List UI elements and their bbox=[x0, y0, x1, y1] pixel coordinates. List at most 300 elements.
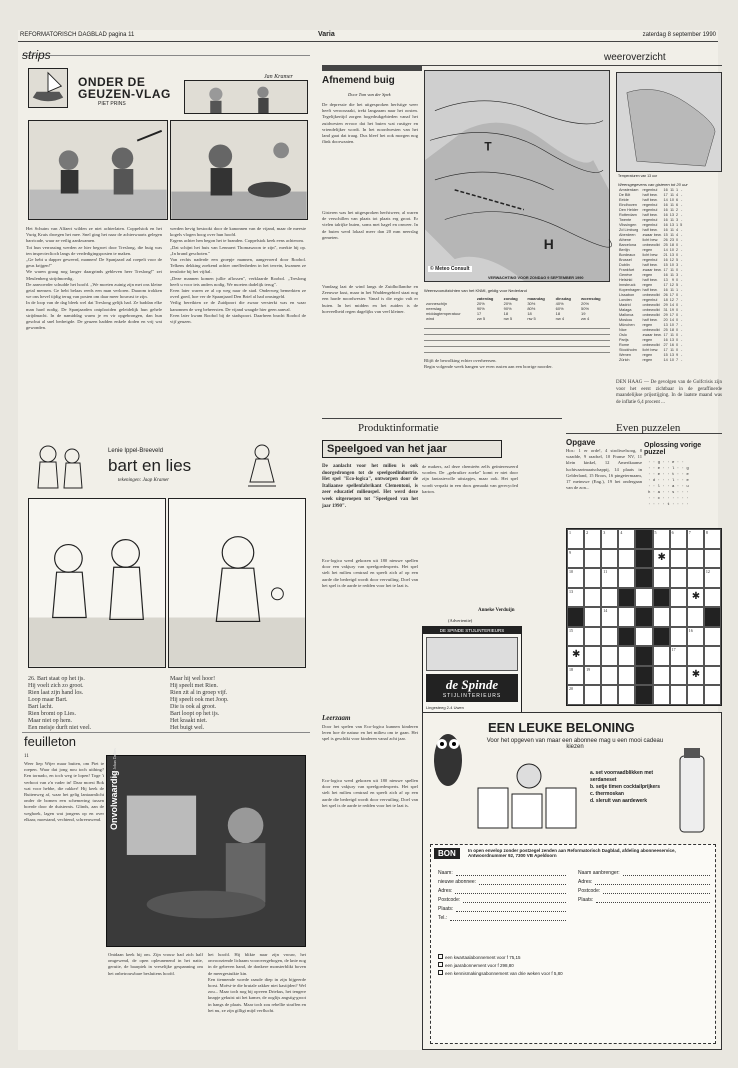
station-cell: 2 bbox=[676, 208, 679, 212]
station-cell: - bbox=[681, 298, 683, 302]
crossword-cell[interactable] bbox=[618, 529, 635, 549]
station-cell: 19 bbox=[669, 308, 675, 312]
crossword-cell[interactable] bbox=[670, 646, 687, 666]
weer-body3: Vandaag laat de wind langs de Zuidhollandse en Zeeuwse kust, maar in het Waddengebied staat nog een harde noordwester. Vanaf is die regio valt er buien. In het midden en het zuiden is de hoeveelheid regen dagelijks van veel kleiner. bbox=[322, 284, 420, 314]
station-cell: half bew. bbox=[642, 278, 658, 282]
station-cell: 25 bbox=[663, 243, 668, 247]
feuilleton-author: door Johan Dalbes bbox=[112, 748, 117, 778]
crossword-cell[interactable] bbox=[670, 529, 687, 549]
crossword-cell[interactable] bbox=[635, 529, 652, 549]
opgave-heading: Opgave bbox=[566, 438, 596, 447]
station-cell: 4 bbox=[676, 193, 679, 197]
name-field[interactable] bbox=[456, 870, 566, 876]
choice-checkbox[interactable] bbox=[438, 962, 443, 967]
station-cell: - bbox=[681, 213, 683, 217]
station-cell: 7 bbox=[676, 358, 679, 362]
weer-body: De depressie die het uitgesproken herfstige weer heeft veroorzaakt, trekt langzaam naar het oosten. Tegelijkertijd zorgen hogedrukgebieden vanaf het zuidwesten ervoor dat het buien wat rustiger en vriendelijker wordt. In het noordwesten van het land gaat dat traag. Dus bleef het ook morgen nog flink doorwaaien. bbox=[322, 102, 420, 145]
station-cell: 16 bbox=[669, 343, 675, 347]
crossword-cell[interactable] bbox=[567, 529, 584, 549]
station-cell: 17 bbox=[669, 293, 675, 297]
station-cell: 13 bbox=[669, 253, 675, 257]
crossword-cell[interactable] bbox=[687, 627, 704, 647]
station-cell: half bew. bbox=[642, 288, 658, 292]
cell: zw 4 bbox=[581, 316, 590, 321]
crossword-cell[interactable] bbox=[635, 568, 652, 588]
station-cell: Mallorca bbox=[619, 313, 634, 317]
field-label: nieuwe abonnee: bbox=[438, 879, 477, 885]
crossword-cell[interactable] bbox=[653, 666, 670, 686]
station-cell: 0 bbox=[676, 303, 679, 307]
crossword-cell[interactable]: ✱ bbox=[653, 549, 670, 569]
crossword-cell[interactable] bbox=[567, 666, 584, 686]
bartlies-credit2: tekeningen: Jaap Kramer bbox=[118, 478, 170, 483]
crossword-cell[interactable] bbox=[670, 627, 687, 647]
cannon-drawing bbox=[171, 121, 307, 219]
station-cell: 0 bbox=[676, 328, 679, 332]
crossword-cell[interactable] bbox=[670, 588, 687, 608]
station-cell: 1 bbox=[676, 188, 679, 192]
crossword-cell[interactable] bbox=[601, 627, 618, 647]
cell: nw 4 bbox=[555, 316, 565, 321]
station-cell: regenbui bbox=[642, 298, 658, 302]
crossword-cell[interactable] bbox=[635, 685, 652, 705]
crossword-cell[interactable] bbox=[670, 607, 687, 627]
crossword-cell[interactable] bbox=[618, 685, 635, 705]
owl-mascot-icon bbox=[430, 720, 466, 790]
station-cell: - bbox=[681, 283, 683, 287]
station-cell: 25 bbox=[663, 328, 668, 332]
station-cell: 14 bbox=[663, 358, 668, 362]
cell: 18 bbox=[555, 311, 561, 316]
crossword-cell[interactable] bbox=[601, 607, 618, 627]
crossword-cell[interactable] bbox=[618, 607, 635, 627]
crossword-cell[interactable] bbox=[704, 549, 721, 569]
header-section: Varia bbox=[318, 31, 335, 38]
svg-text:T: T bbox=[484, 139, 492, 154]
strip-title: ONDER DE GEUZEN-VLAG bbox=[78, 75, 171, 101]
gift-option-b: b. setje timen cocktailprijkers bbox=[590, 784, 661, 790]
cell: 20% bbox=[581, 301, 590, 306]
map-copyright: © Meteo Consult bbox=[430, 266, 470, 272]
crossword-cell[interactable] bbox=[635, 666, 652, 686]
station-cell: 10 bbox=[669, 248, 675, 252]
station-cell: 18 bbox=[669, 328, 675, 332]
grid-number: 14 bbox=[603, 608, 608, 614]
stations-title: Weersgegevens van gisteren tot 20 uur bbox=[618, 182, 688, 187]
station-cell: 31 bbox=[663, 308, 668, 312]
rhyme-left: 26. Bart staat op het ijs. Hij voelt zich zo groot. Rien laat zijn hand los. Loop maar Bart. Bart lacht. Rien bromt op Lies. Maar niet op hem. Een meisje durft niet veel. bbox=[28, 676, 92, 731]
cell: 20% bbox=[503, 301, 512, 306]
station-cell: - bbox=[681, 273, 683, 277]
row-label: middagtemperatuur bbox=[426, 311, 461, 316]
crossword-cell[interactable] bbox=[687, 568, 704, 588]
page-header bbox=[18, 30, 718, 42]
referrer-form bbox=[578, 870, 710, 906]
station-cell: 11 bbox=[670, 218, 675, 222]
gift-items-image bbox=[474, 758, 584, 838]
knmi-forecast-table bbox=[424, 296, 610, 321]
station-cell: regenbui bbox=[642, 203, 658, 207]
crossword-cell[interactable] bbox=[618, 549, 635, 569]
leerzaam-heading: Leerzaam bbox=[322, 714, 351, 722]
crossword-cell[interactable] bbox=[601, 646, 618, 666]
day-0: zaterdag bbox=[476, 296, 494, 301]
crossword-cell[interactable] bbox=[567, 588, 584, 608]
den-haag-news: DEN HAAG — De gevolgen van de Golfcrisis zijn voor het eerst zichtbaar in de geraffinerde maandelijkse prijsstijging. In de laatste maand was de inflatie 6,4 procent ... bbox=[616, 380, 724, 405]
grid-number: 15 bbox=[569, 627, 573, 633]
station-cell: regen bbox=[642, 353, 653, 357]
ad-name: de Spinde bbox=[445, 677, 499, 692]
field-label: Naam aanbrenger: bbox=[578, 870, 620, 876]
station-cell: 14 bbox=[663, 198, 668, 202]
solution-title: Oplossing vorige puzzel bbox=[644, 442, 702, 456]
choice-checkbox[interactable] bbox=[438, 954, 443, 959]
crossword-cell[interactable] bbox=[704, 666, 721, 686]
station-cell: 0 bbox=[676, 318, 679, 322]
feuilleton-vertical-title: Onvolwaardig bbox=[109, 770, 119, 830]
crossword-cell[interactable] bbox=[635, 607, 652, 627]
weer-byline: Door Tom van der Spek bbox=[348, 92, 391, 97]
subscription-choices bbox=[438, 954, 568, 978]
crossword-cell[interactable] bbox=[567, 607, 584, 627]
crossword-cell[interactable] bbox=[653, 627, 670, 647]
crossword-cell[interactable] bbox=[704, 588, 721, 608]
cell: 50% bbox=[581, 306, 590, 311]
strip-panel-4 bbox=[170, 120, 308, 220]
cell: zw 5 bbox=[476, 316, 486, 321]
station-cell: Wenen bbox=[619, 353, 631, 357]
station-cell: 3 bbox=[676, 218, 679, 222]
crossword-cell[interactable] bbox=[653, 607, 670, 627]
cell: nw 5 bbox=[527, 316, 536, 321]
crossword-cell[interactable] bbox=[635, 627, 652, 647]
station-cell: Eindhoven bbox=[619, 203, 637, 207]
row-label: neerslag bbox=[426, 306, 442, 311]
station-cell: 7 bbox=[676, 323, 679, 327]
station-cell: - bbox=[681, 338, 683, 342]
crossword-cell[interactable] bbox=[687, 607, 704, 627]
postcode-field[interactable] bbox=[463, 897, 566, 903]
crossword-cell[interactable] bbox=[687, 549, 704, 569]
beloning-title: EEN LEUKE BELONING bbox=[488, 720, 635, 735]
grid-number: 19 bbox=[586, 666, 591, 672]
crossword-cell[interactable]: ✱ bbox=[687, 666, 704, 686]
crossword-cell[interactable] bbox=[618, 588, 635, 608]
station-cell: 21 bbox=[663, 253, 668, 257]
station-cell: - bbox=[681, 288, 683, 292]
feuilleton-rule bbox=[22, 732, 310, 733]
produkt-signature: Anneke Verduijn bbox=[478, 608, 515, 613]
station-cell: 0 bbox=[676, 338, 679, 342]
station-cell: zwaar bew. bbox=[642, 268, 662, 272]
crossword-cell[interactable] bbox=[584, 627, 601, 647]
puzzel-title: Even puzzelen bbox=[616, 422, 681, 434]
crossword-cell[interactable] bbox=[687, 685, 704, 705]
station-cell: 29 bbox=[663, 303, 668, 307]
station-cell: licht bew. bbox=[642, 348, 659, 352]
station-cell: Kopenhagen bbox=[619, 288, 641, 292]
cell: 18 bbox=[503, 311, 509, 316]
crossword-cell[interactable] bbox=[635, 646, 652, 666]
station-cell: regenbui bbox=[642, 188, 658, 192]
grid-number: 1 bbox=[569, 530, 571, 535]
referrer-postcode-field[interactable] bbox=[603, 888, 710, 894]
station-cell: - bbox=[681, 248, 683, 252]
station-cell: 26 bbox=[663, 238, 668, 242]
station-cell: 11 bbox=[670, 233, 675, 237]
grid-number: 11 bbox=[603, 569, 608, 575]
station-cell: 15 bbox=[663, 353, 668, 357]
choice-checkbox[interactable] bbox=[438, 970, 443, 975]
station-cell: - bbox=[681, 323, 683, 327]
station-cell: München bbox=[619, 323, 635, 327]
strip-artist: PIET PRINS bbox=[98, 101, 126, 107]
station-cell: 18 bbox=[663, 298, 668, 302]
crossword-cell[interactable] bbox=[584, 646, 601, 666]
station-cell: 13 bbox=[669, 353, 675, 357]
crossword-cell[interactable] bbox=[653, 529, 670, 549]
crossword-cell[interactable]: ✱ bbox=[567, 646, 584, 666]
station-cell: 13 bbox=[663, 278, 668, 282]
field-label: Plaats: bbox=[578, 897, 594, 903]
cell: nw 5 bbox=[503, 316, 513, 321]
crossword-grid[interactable] bbox=[566, 528, 722, 706]
grid-number: 4 bbox=[620, 530, 623, 535]
station-cell: 14 bbox=[663, 248, 668, 252]
station-cell: 12 bbox=[669, 283, 675, 287]
produkt-body: Eco-logica werd gekozen uit 180 nieuwe spellen door een vakjury van speelgoedexperts. Het spel stelt het milieu centraal en speelt zich af op een aarde die bedreigd wordt door vervuiling. Doel van het spel is de aarde te redden voor het te laat is. bbox=[322, 558, 420, 588]
bartlies-panel-1 bbox=[28, 498, 166, 668]
station-cell: 0 bbox=[676, 278, 679, 282]
station-cell: Eelde bbox=[619, 198, 629, 202]
crossword-cell[interactable] bbox=[670, 666, 687, 686]
crossword-cell[interactable] bbox=[584, 685, 601, 705]
weather-map bbox=[424, 70, 610, 282]
field-label: Adres: bbox=[578, 879, 593, 885]
station-cell: 4 bbox=[676, 233, 679, 237]
crossword-cell[interactable] bbox=[704, 646, 721, 666]
crossword-cell[interactable] bbox=[704, 607, 721, 627]
crossword-cell[interactable]: ✱ bbox=[687, 588, 704, 608]
grid-number: 18 bbox=[569, 666, 573, 672]
station-cell: - bbox=[681, 218, 683, 222]
address-field[interactable] bbox=[455, 888, 566, 894]
crossword-cell[interactable] bbox=[584, 549, 601, 569]
weer-headline: Afnemend buig bbox=[322, 75, 395, 86]
station-cell: onbewolkt bbox=[642, 243, 660, 247]
station-cell: - bbox=[681, 233, 683, 237]
crossword-cell[interactable] bbox=[601, 666, 618, 686]
station-cell: half bew. bbox=[642, 318, 658, 322]
crossword-cell[interactable] bbox=[670, 568, 687, 588]
referrer-name-field[interactable] bbox=[623, 870, 710, 876]
crossword-cell[interactable] bbox=[653, 588, 670, 608]
crossword-cell[interactable] bbox=[670, 685, 687, 705]
choice-jaar: een jaarabonnement voor f 298,80 bbox=[445, 963, 514, 968]
crossword-cell[interactable] bbox=[584, 568, 601, 588]
feuilleton-label: feuilleton bbox=[24, 734, 77, 749]
new-subscriber-field[interactable] bbox=[479, 879, 566, 885]
station-cell: 0 bbox=[676, 313, 679, 317]
station-cell: Malaga bbox=[619, 308, 632, 312]
crossword-cell[interactable] bbox=[584, 666, 601, 686]
crossword-cell[interactable] bbox=[687, 646, 704, 666]
grid-number: 20 bbox=[569, 686, 573, 692]
crossword-cell[interactable] bbox=[601, 529, 618, 549]
station-cell: 0 bbox=[676, 308, 679, 312]
bartlies-skater-drawing bbox=[218, 442, 306, 492]
station-rows bbox=[618, 188, 683, 363]
station-cell: half bew. bbox=[642, 193, 658, 197]
station-cell: - bbox=[681, 293, 683, 297]
crossword-cell[interactable] bbox=[670, 549, 687, 569]
crossword-cell[interactable] bbox=[635, 549, 652, 569]
field-label: Naam: bbox=[438, 870, 453, 876]
rhyme-right: Maar hij wel hoor! Hij speelt met Rien. Rien zit al in groep vijf. Hij speelt ook met Joop. Die is ook al groot. Bart loopt op het ijs. Het kraakt niet. Het buigt wel. bbox=[170, 676, 229, 731]
crossword-cell[interactable] bbox=[567, 568, 584, 588]
crossword-cell[interactable] bbox=[584, 529, 601, 549]
weer-title: weeroverzicht bbox=[604, 52, 666, 63]
station-cell: Athene bbox=[619, 238, 632, 242]
station-cell: 26 bbox=[663, 293, 668, 297]
station-cell: Helsinki bbox=[619, 278, 633, 282]
station-cell: - bbox=[681, 348, 683, 352]
bon-instructions: In open envelop zonder postzegel zenden aan Reformatorisch Dagblad, afdeling abonneeservice, Antwoordnummer 92, 7300 VB Apeldoorn bbox=[468, 848, 676, 858]
crossword-cell[interactable] bbox=[704, 685, 721, 705]
station-cell: 0 bbox=[676, 343, 679, 347]
station-cell: 11 bbox=[670, 268, 675, 272]
station-cell: regenbui bbox=[642, 208, 658, 212]
station-cell: Zürich bbox=[619, 358, 630, 362]
station-cell: regen bbox=[642, 358, 653, 362]
referrer-address-field[interactable] bbox=[595, 879, 710, 885]
header-date: zaterdag 8 september 1990 bbox=[642, 32, 716, 38]
crossword-cell[interactable] bbox=[687, 529, 704, 549]
crossword-cell[interactable] bbox=[584, 588, 601, 608]
station-cell: - bbox=[681, 308, 683, 312]
station-cell: 11 bbox=[670, 188, 675, 192]
station-cell: 2 bbox=[676, 213, 679, 217]
field-label: Plaats: bbox=[438, 906, 454, 912]
opgave-text: Hor.: 1 er orde!, 4 stroliwelsoog, 8 waadde, 9 raadsel, 10 Franse NV, 11 klein kinkel, 12 Amerikaanse luchtvaartmaatschappij, 14 plaats in Gelderland, 15 Broos, 16 pingeiermaam, 17 meinswe (Eng.), 19 het ondergaan van de zon... bbox=[566, 448, 644, 491]
station-cell: Dublin bbox=[619, 263, 630, 267]
station-cell: Innsbruck bbox=[619, 283, 636, 287]
gift-option-d: d. sleruit van aardewerk bbox=[590, 798, 647, 804]
cell: 40% bbox=[555, 301, 564, 306]
station-cell: - bbox=[681, 253, 683, 257]
station-cell: zwaar bew. bbox=[642, 233, 662, 237]
crossword-cell[interactable] bbox=[584, 607, 601, 627]
station-cell: Lissabon bbox=[619, 293, 635, 297]
cell: 90% bbox=[503, 306, 512, 311]
station-cell: 9 bbox=[676, 353, 679, 357]
crossword-cell[interactable] bbox=[618, 568, 635, 588]
station-cell: 0 bbox=[676, 293, 679, 297]
station-cell: 5 bbox=[680, 223, 683, 227]
station-cell: 17 bbox=[663, 268, 668, 272]
station-cell: regenbui bbox=[642, 218, 658, 222]
weer-bar bbox=[322, 66, 422, 71]
station-cell: 13 bbox=[663, 323, 668, 327]
crossword-cell[interactable] bbox=[653, 568, 670, 588]
crossword-cell[interactable] bbox=[618, 646, 635, 666]
bartlies-credit: Lenie Ippel-Breeveld bbox=[108, 448, 164, 454]
header-left: REFORMATORISCH DAGBLAD pagina 11 bbox=[20, 32, 135, 38]
station-cell: 7 bbox=[676, 298, 679, 302]
crossword-cell[interactable] bbox=[618, 627, 635, 647]
choice-kwartaal: een kwartaalabonnement voor f 75,15 bbox=[445, 955, 521, 960]
station-cell: - bbox=[681, 193, 683, 197]
temps-caption: Temperaturen van 13 uur bbox=[618, 174, 658, 178]
station-cell: - bbox=[681, 353, 683, 357]
station-cell: regenbui bbox=[642, 223, 658, 227]
strip-credit: Jan Kramer bbox=[264, 74, 293, 80]
crossword-cell[interactable] bbox=[635, 588, 652, 608]
crossword-cell[interactable] bbox=[601, 549, 618, 569]
gift-option-c: c. thermoskan bbox=[590, 791, 624, 797]
crossword-cell[interactable] bbox=[567, 549, 584, 569]
solution-grid: · · g · · e · · · · e · · l · · g · · e · · t · · e · d · · · l · · e · · l · · a · · u h · a · · s · · · · · c · · · · · · · · · · t · · · · bbox=[648, 461, 689, 507]
station-cell: 11 bbox=[670, 333, 675, 337]
station-cell: regen bbox=[642, 323, 653, 327]
station-cell: regen bbox=[642, 283, 653, 287]
station-cell: 16 bbox=[663, 218, 668, 222]
grid-number: 17 bbox=[671, 647, 676, 653]
station-cell: - bbox=[681, 243, 683, 247]
station-cell: 16 bbox=[663, 208, 668, 212]
crossword-cell[interactable] bbox=[653, 646, 670, 666]
boat-drawing bbox=[29, 69, 67, 107]
svg-text:H: H bbox=[543, 236, 554, 253]
crossword-cell[interactable] bbox=[601, 685, 618, 705]
feuilleton-text-1: Weer liep Wijer maar buiten, om Piet te roepen. Waar dat jong nou toch uithing? Een tornado, en toch weg te lopen! Toge 't verboot van z'n vader in! Daar moest Bok wat voor hebbe, die rakker! Hij keek de Buitenweg af, waar het gelig lantaarnlicht onder de bomen een schemering tussen boerde door de duisternis. Glinds, aan de weghoek, lagen wat jongens op en over elkaar, moestand, vechtend, schreeuwend. bbox=[24, 761, 106, 822]
station-cell: - bbox=[681, 358, 683, 362]
ad-address: Lingesteeg 2-4 Uwen bbox=[426, 705, 464, 710]
crossword-cell[interactable] bbox=[653, 685, 670, 705]
station-cell: regen bbox=[642, 248, 653, 252]
weer-body4: Blijft de bewolking echter overheersen. Begin volgende week hangen we even rusten aan een borrige noorder. bbox=[424, 358, 553, 370]
station-cell: 13 bbox=[669, 223, 675, 227]
station-cell: 14 bbox=[669, 303, 675, 307]
crossword-cell[interactable] bbox=[704, 627, 721, 647]
crossword-cell[interactable] bbox=[618, 666, 635, 686]
crossword-cell[interactable] bbox=[601, 588, 618, 608]
station-cell: Aberdeen bbox=[619, 233, 636, 237]
crossword-cell[interactable] bbox=[567, 627, 584, 647]
station-cell: 10 bbox=[669, 198, 675, 202]
grid-number: 3 bbox=[603, 530, 606, 535]
crossword-cell[interactable] bbox=[601, 568, 618, 588]
station-cell: 29 bbox=[663, 313, 668, 317]
referrer-city-field[interactable] bbox=[596, 897, 710, 903]
crossword-cell[interactable] bbox=[567, 685, 584, 705]
city-field[interactable] bbox=[456, 906, 566, 912]
cell: 17 bbox=[476, 311, 482, 316]
station-cell: zwaar bew. bbox=[642, 333, 662, 337]
station-cell: - bbox=[681, 258, 683, 262]
cell: 60% bbox=[555, 306, 564, 311]
phone-field[interactable] bbox=[450, 915, 566, 921]
crossword-cell[interactable] bbox=[704, 568, 721, 588]
row-label: wind bbox=[426, 316, 435, 321]
station-cell: Vlissingen bbox=[619, 223, 637, 227]
produkt-lead: De aanlacht voor het milieu is ook doorgedrongen tot de speelgoedindustrie. Het spel "Eco-logica", ontworpen door de Italiaanse spellenfabrikant Clementoni, is zeer educatief milieuspel. Het werd deze week uitgeroepen tot "Speelgoed van het jaar 1990". bbox=[322, 464, 420, 509]
station-cell: Bordeaux bbox=[619, 253, 636, 257]
station-cell: 1 bbox=[676, 288, 679, 292]
field-label: Postcode: bbox=[578, 888, 601, 894]
crossword-cell[interactable] bbox=[704, 529, 721, 549]
station-cell: licht bew. bbox=[642, 238, 659, 242]
